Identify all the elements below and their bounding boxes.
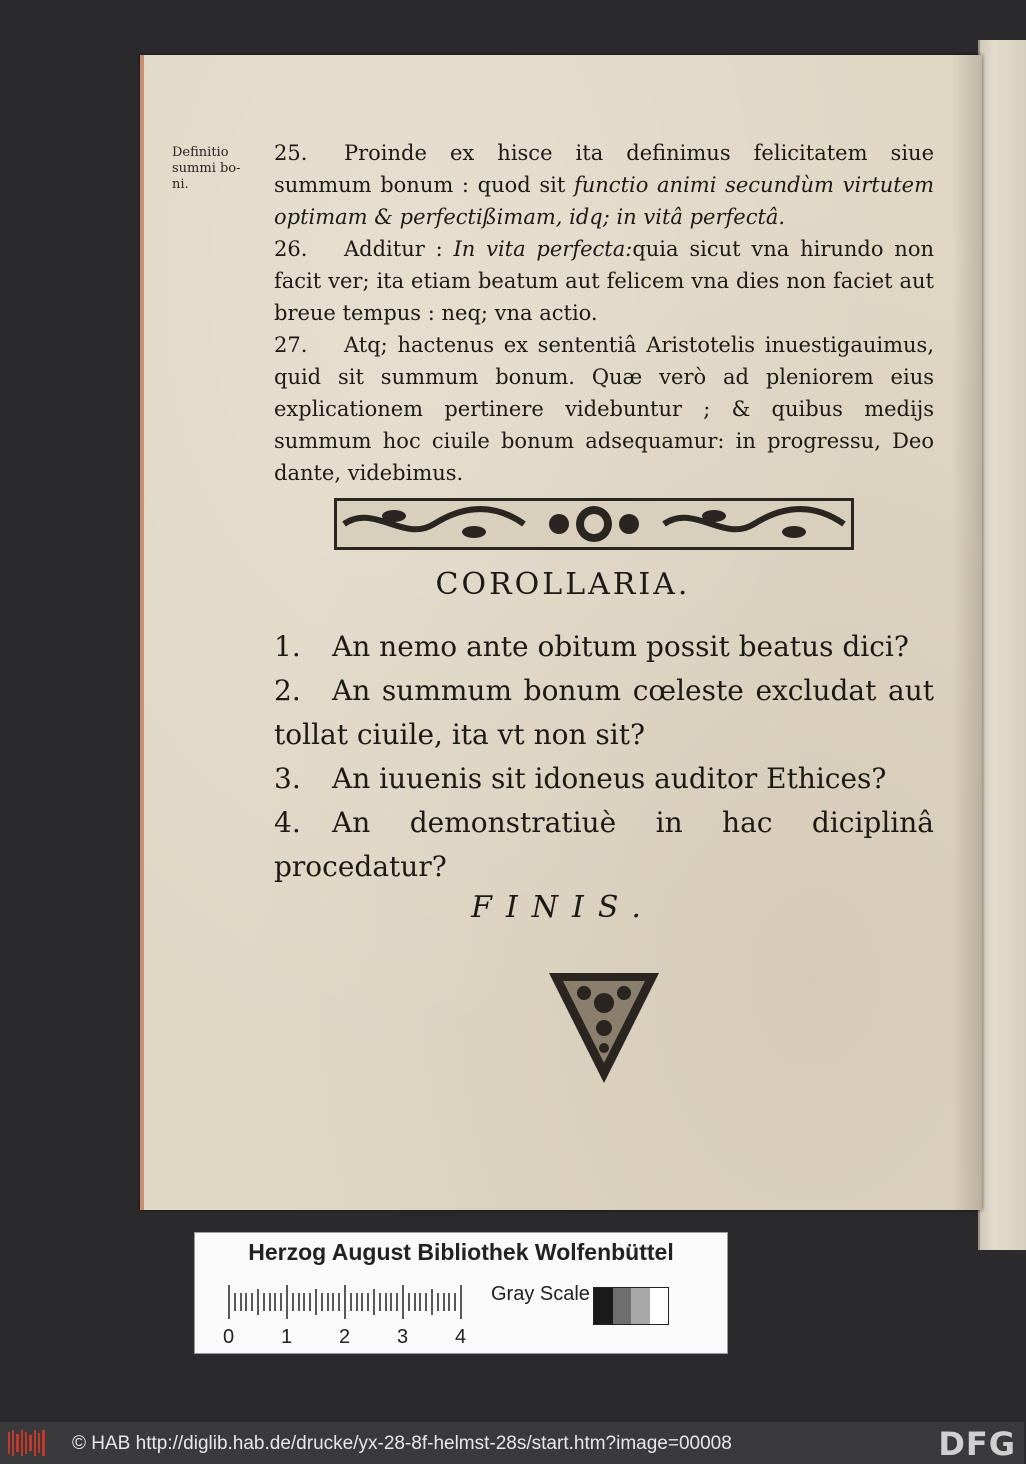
paragraph-italic-text: In vita perfecta: (453, 237, 633, 261)
tailpiece-ornament-icon (549, 973, 659, 1083)
list-item (274, 801, 934, 889)
paragraph (274, 329, 934, 489)
margin-note-line: ni. (172, 177, 189, 192)
paragraph-number: 25. (274, 141, 308, 165)
gray-swatch (594, 1288, 613, 1324)
paragraph-number: 27. (274, 333, 308, 357)
footer-url[interactable]: © HAB http://diglib.hab.de/drucke/yx-28-8f-helmst-28s/start.htm?image=00008 (72, 1433, 732, 1454)
paragraph-number: 26. (274, 237, 308, 261)
page-gutter-shadow (952, 55, 982, 1210)
dfg-logo: DFG (938, 1425, 1016, 1463)
finis-text: FINIS. (471, 890, 655, 925)
hab-barcode-logo-icon (8, 1430, 48, 1456)
corollaria-list (274, 625, 934, 889)
scale-label: 2 (339, 1326, 351, 1348)
paragraph (274, 137, 934, 233)
section-heading: COROLLARIA. (435, 567, 691, 602)
item-number: 4. (274, 806, 301, 839)
margin-note-line: summi bo- (172, 161, 241, 176)
paragraph-text: Proinde ex hisce ita definimus felicitatem siue summum bonum : quod sit (274, 141, 934, 197)
gray-swatch (631, 1288, 650, 1324)
item-text: An nemo ante obitum possit beatus dici? (332, 630, 909, 663)
gray-scale-label: Gray Scale (491, 1283, 590, 1305)
list-item (274, 757, 934, 801)
ornamental-band-icon (334, 498, 854, 550)
item-text: An iuuenis sit idoneus auditor Ethices? (332, 762, 887, 795)
ruler-scale (223, 1281, 479, 1351)
paragraph-text: Atq; hactenus ex sententiâ Aristotelis inuestigauimus, quid sit summum bonum. Quæ verò ad pleniorem eius explicationem pertinere videbuntur ; & quibus medijs summum hoc ciuile bonum adsequamur: in progressu, Deo dante, videbimus. (274, 333, 934, 485)
color-reference-card (194, 1232, 728, 1354)
gray-swatch (650, 1288, 669, 1324)
list-item (274, 625, 934, 669)
gray-swatch (613, 1288, 632, 1324)
paragraph-italic-text: functio animi secundùm virtutem optimam & perfectißimam, idq; in vitâ perfectâ. (274, 173, 934, 229)
paragraph (274, 233, 934, 329)
item-number: 3. (274, 762, 301, 795)
book-page (140, 55, 982, 1210)
scale-label: 3 (397, 1326, 409, 1348)
card-title: Herzog August Bibliothek Wolfenbüttel (248, 1239, 674, 1265)
paragraph-text: Additur : (344, 237, 454, 261)
scale-label: 1 (281, 1326, 293, 1348)
body-text (274, 137, 934, 489)
viewer-footer (0, 1422, 1024, 1464)
item-number: 2. (274, 674, 301, 707)
gray-scale-swatches (593, 1287, 669, 1325)
item-text: An summum bonum cœleste excludat aut tollat ciuile, ita vt non sit? (274, 674, 934, 751)
margin-note (172, 145, 262, 193)
item-text: An demonstratiuè in hac diciplinâ procedatur? (274, 806, 934, 883)
next-leaf-edge (978, 40, 1026, 1250)
scale-label: 0 (223, 1326, 235, 1348)
scale-label: 4 (455, 1326, 467, 1348)
margin-note-line: Definitio (172, 145, 229, 160)
item-number: 1. (274, 630, 301, 663)
list-item (274, 669, 934, 757)
paragraph-text: quia sicut vna hirundo non facit ver; ita etiam beatum aut felicem vna dies non faciet aut breue tempus : neq; vna actio. (274, 237, 934, 325)
